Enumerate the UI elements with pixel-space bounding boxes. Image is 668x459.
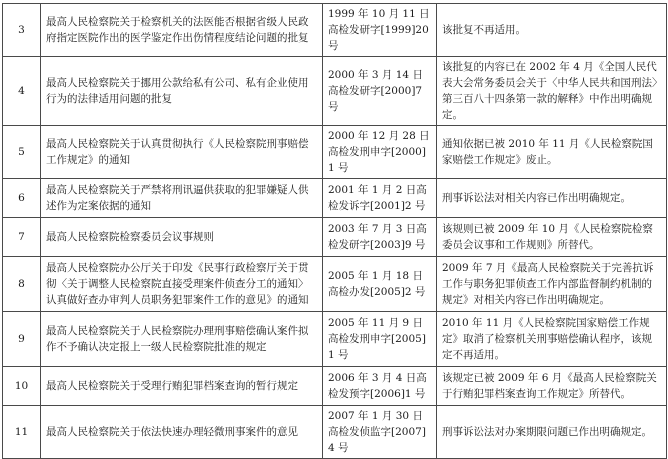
row-number: 11 (3, 406, 41, 459)
table-row (3, 57, 667, 126)
status-note: 该批复的内容已在 2002 年 4 月《全国人民代表大会常务委员会关于〈中华人民共和国刑法〉第三百八十四条第一款的解释》中作出明确规定。 (437, 57, 667, 126)
status-note: 2010 年 11 月《人民检察院国家赔偿工作规定》取消了检察机关刑事赔偿确认程序，该规定不再适用。 (437, 312, 667, 367)
row-number: 8 (3, 257, 41, 312)
table-row (3, 126, 667, 179)
row-number: 9 (3, 312, 41, 367)
status-note: 该规则已被 2009 年 10 月《人民检察院检察委员会议事和工作规则》所替代。 (437, 218, 667, 257)
document-title: 最高人民检察院关于依法快速办理轻微刑事案件的意见 (41, 406, 323, 459)
table-row (3, 367, 667, 406)
document-title: 最高人民检察院办公厅关于印发《民事行政检察厅关于贯彻〈关于调整人民检察院直接受理案件侦查分工的通知〉认真做好查办审判人员职务犯罪案件工作的意见》的通知 (41, 257, 323, 312)
table-row (3, 257, 667, 312)
document-title: 最高人民检察院关于挪用公款给私有公司、私有企业使用行为的法律适用问题的批复 (41, 57, 323, 126)
table-row (3, 4, 667, 57)
table-row (3, 179, 667, 218)
row-number: 3 (3, 4, 41, 57)
status-note: 该规定已被 2009 年 6 月《最高人民检察院关于行贿犯罪档案查询工作规定》所替代。 (437, 367, 667, 406)
status-note: 该批复不再适用。 (437, 4, 667, 57)
status-note: 2009 年 7 月《最高人民检察院关于完善抗诉工作与职务犯罪侦查工作内部监督制约机制的规定》对相关内容已作出明确规定。 (437, 257, 667, 312)
document-title: 最高人民检察院关于检察机关的法医能否根据省级人民政府指定医院作出的医学鉴定作出伤情程度结论问题的批复 (41, 4, 323, 57)
document-number: 1999 年 10 月 11 日高检发研字[1999]20 号 (323, 4, 437, 57)
document-number: 2005 年 1 月 18 日高检办发[2005]2 号 (323, 257, 437, 312)
row-number: 7 (3, 218, 41, 257)
document-number: 2006 年 3 月 4 日高检发预字[2006]1 号 (323, 367, 437, 406)
document-number: 2007 年 1 月 30 日高检发侦监字[2007]4 号 (323, 406, 437, 459)
document-title: 最高人民检察院关于受理行贿犯罪档案查询的暂行规定 (41, 367, 323, 406)
row-number: 10 (3, 367, 41, 406)
document-number: 2003 年 7 月 3 日高检发研字[2003]9 号 (323, 218, 437, 257)
document-number: 2005 年 11 月 9 日高检发刑申字[2005]1 号 (323, 312, 437, 367)
status-note: 刑事诉讼法对办案期限问题已作出明确规定。 (437, 406, 667, 459)
table-row (3, 218, 667, 257)
regulation-table (2, 3, 667, 459)
status-note: 刑事诉讼法对相关内容已作出明确规定。 (437, 179, 667, 218)
document-title: 最高人民检察院关于认真贯彻执行《人民检察院刑事赔偿工作规定》的通知 (41, 126, 323, 179)
row-number: 5 (3, 126, 41, 179)
document-title: 最高人民检察院关于人民检察院办理刑事赔偿确认案件拟作不予确认决定报上一级人民检察院批准的规定 (41, 312, 323, 367)
table-row (3, 312, 667, 367)
regulation-table-container (2, 3, 667, 459)
status-note: 通知依据已被 2010 年 11 月《人民检察院国家赔偿工作规定》废止。 (437, 126, 667, 179)
document-number: 2000 年 12 月 28 日高检发刑申字[2000]1 号 (323, 126, 437, 179)
row-number: 4 (3, 57, 41, 126)
row-number: 6 (3, 179, 41, 218)
table-row (3, 406, 667, 459)
document-number: 2000 年 3 月 14 日高检发研字[2000]7 号 (323, 57, 437, 126)
document-title: 最高人民检察院关于严禁将刑讯逼供获取的犯罪嫌疑人供述作为定案依据的通知 (41, 179, 323, 218)
document-title: 最高人民检察院检察委员会议事规则 (41, 218, 323, 257)
document-number: 2001 年 1 月 2 日高检发诉字[2001]2 号 (323, 179, 437, 218)
